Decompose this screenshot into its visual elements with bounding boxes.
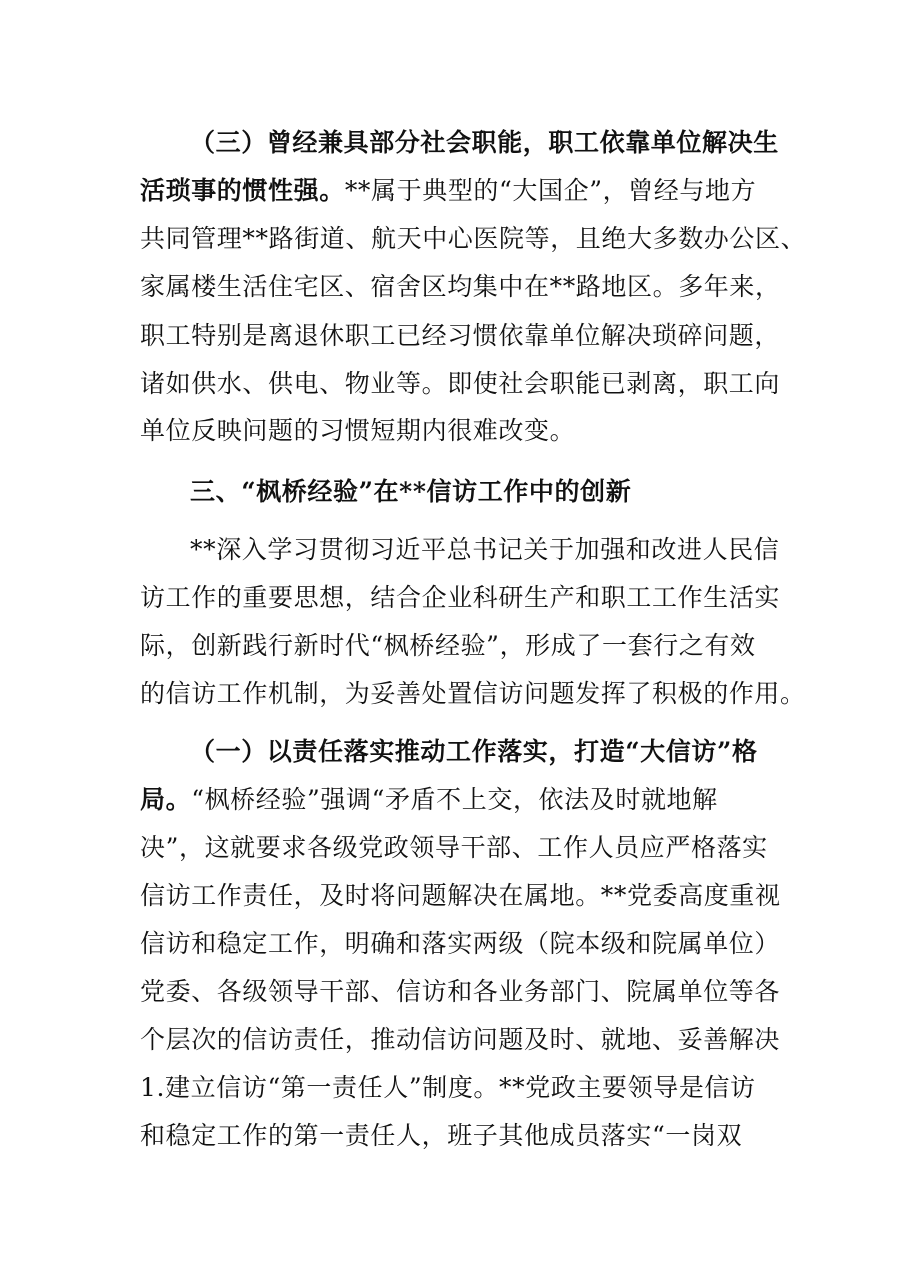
- section-3-3-line-4: 家属楼生活住宅区、宿舍区均集中在**路地区。多年来，: [140, 272, 781, 301]
- section-three-para-line-3: 际，创新践行新时代“枫桥经验”，形成了一套行之有效: [140, 631, 756, 660]
- section-3-1-line-6: 党委、各级领导干部、信访和各业务部门、院属单位等各: [140, 977, 781, 1006]
- section-3-1-line-7: 个层次的信访责任，推动信访问题及时、就地、妥善解决: [140, 1025, 781, 1054]
- section-three-para-line-4: 的信访工作机制，为妥善处置信访问题发挥了积极的作用。: [140, 679, 806, 708]
- section-3-3-line-2: [140, 176, 756, 206]
- section-3-1-line-3: 决”，这就要求各级党政领导干部、工作人员应严格落实: [140, 833, 768, 862]
- section-3-1-line-8: 1.建立信访“第一责任人”制度。**党政主要领导是信访: [140, 1073, 756, 1102]
- section-3-1-text: “枫桥经验”强调“矛盾不上交，依法及时就地解: [191, 785, 718, 814]
- section-3-3-line-6: 诸如供水、供电、物业等。即使社会职能已剥离，职工向: [140, 369, 781, 398]
- section-three-title: 三、“枫桥经验”在**信访工作中的创新: [190, 477, 632, 506]
- section-3-3-line-5: 职工特别是离退休职工已经习惯依靠单位解决琐碎问题，: [140, 321, 781, 350]
- section-3-1-heading: （一）以责任落实推动工作落实，打造“大信访”格: [190, 737, 758, 766]
- section-3-3-line-3: 共同管理**路街道、航天中心医院等，且绝大多数办公区、: [140, 224, 807, 253]
- section-3-3-heading: （三）曾经兼具部分社会职能，职工依靠单位解决生: [190, 128, 779, 157]
- section-3-3-line-7: 单位反映问题的习惯短期内很难改变。: [140, 416, 576, 445]
- section-3-1-line-4: 信访工作责任，及时将问题解决在属地。**党委高度重视: [140, 881, 781, 910]
- section-3-1-line-5: 信访和稳定工作，明确和落实两级（院本级和院属单位）: [140, 929, 781, 958]
- section-3-1-line-2: [140, 785, 718, 815]
- section-3-1-line-9: 和稳定工作的第一责任人，班子其他成员落实“一岗双: [140, 1121, 743, 1150]
- section-3-1-heading-end: 局。: [140, 785, 192, 814]
- section-3-3-heading-end: 活琐事的惯性强。: [140, 176, 345, 205]
- section-three-para-line-2: 访工作的重要思想，结合企业科研生产和职工工作生活实: [140, 583, 781, 612]
- section-3-3-text: **属于典型的“大国企”，曾经与地方: [344, 176, 757, 205]
- section-three-para-line-1: **深入学习贯彻习近平总书记关于加强和改进人民信: [190, 535, 780, 564]
